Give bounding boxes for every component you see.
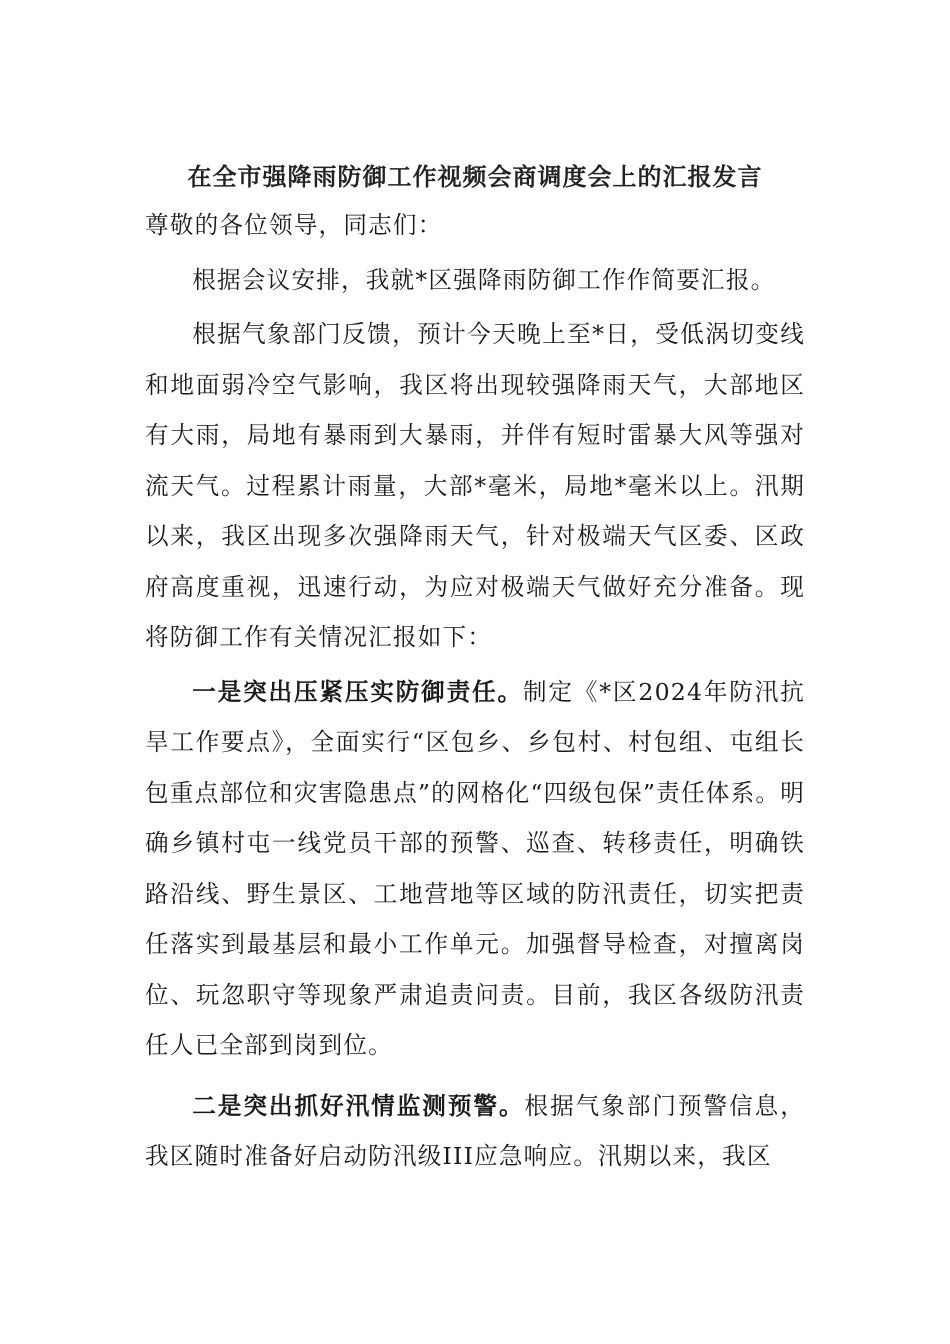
paragraph-monitoring [145,1081,805,1182]
paragraph-responsibility [145,667,805,1071]
paragraph-lead: 一是突出压紧压实防御责任。 [192,677,523,706]
paragraph-intro [145,255,805,306]
paragraph-text: 根据气象部门反馈，预计今天晚上至*日，受低涡切变线和地面弱冷空气影响，我区将出现较强降雨天气，大部地区有大雨，局地有暴雨到大暴雨，并伴有短时雷暴大风等强对流天气。过程累计雨量，大部*毫米，局地*毫米以上。汛期以来，我区出现多次强降雨天气，针对极端天气区委、区政府高度重视，迅速行动，为应对极端天气做好充分准备。现将防御工作有关情况汇报如下： [145,320,805,651]
paragraph-lead: 二是突出抓好汛情监测预警。 [192,1091,525,1120]
paragraph-text: 制定《*区2024年防汛抗旱工作要点》，全面实行“区包乡、乡包村、村包组、屯组长包重点部位和灾害隐患点”的网格化“四级包保”责任体系。明确乡镇村屯一线党员干部的预警、巡查、转移责任，明确铁路沿线、野生景区、工地营地等区域的防汛责任，切实把责任落实到最基层和最小工作单元。加强督导检查，对擅离岗位、玩忽职守等现象严肃追责问责。目前，我区各级防汛责任人已全部到岗到位。 [145,677,805,1059]
paragraph-text: 根据会议安排，我就*区强降雨防御工作作简要汇报。 [192,265,776,294]
document-page [145,145,805,1186]
paragraph-text: 根据气象部门预警信息，我区随时准备好启动防汛级III应急响应。汛期以来，我区 [145,1091,805,1170]
salutation: 尊敬的各位领导，同志们： [145,211,443,239]
paragraph-weather [145,309,805,663]
document-title: 在全市强降雨防御工作视频会商调度会上的汇报发言 [187,163,763,191]
